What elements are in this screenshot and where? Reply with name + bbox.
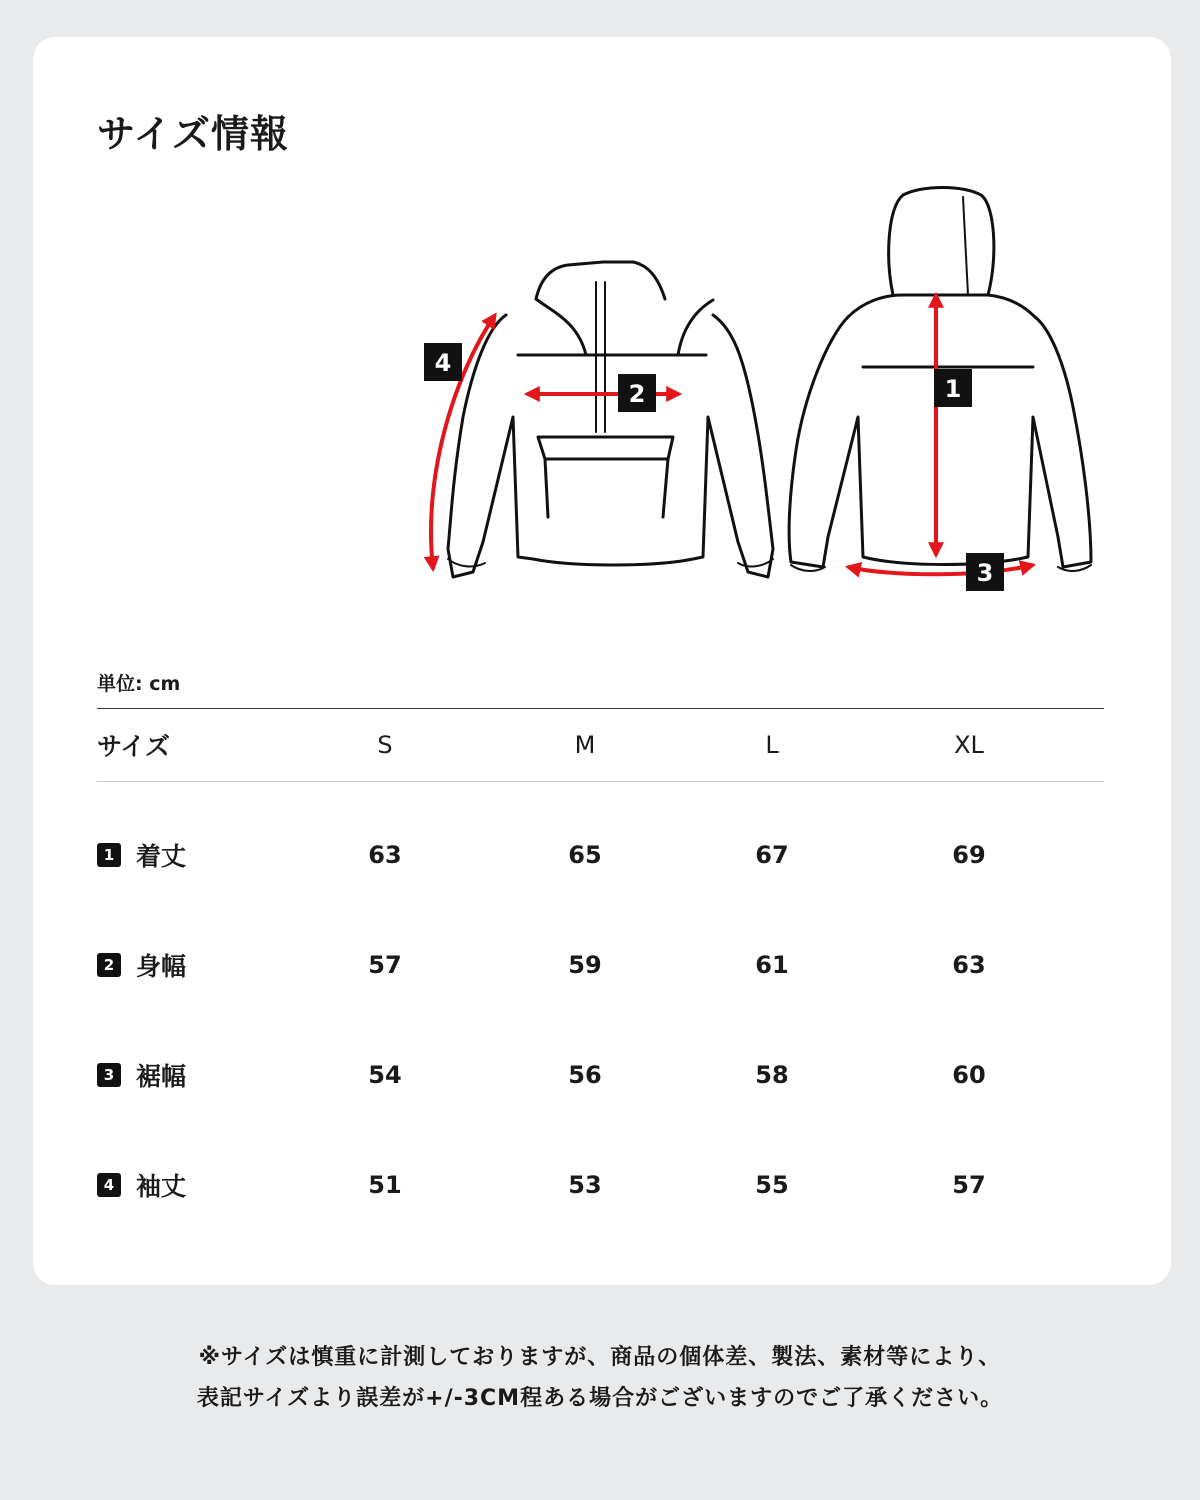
table-body [97, 782, 1104, 1240]
table-row [97, 1130, 1104, 1240]
marker-badges [424, 343, 1004, 591]
table-header-row [97, 708, 1104, 782]
row-number-badge: 1 [97, 843, 121, 867]
table-cell: 59 [568, 951, 602, 979]
table-cell: 57 [368, 951, 402, 979]
header-xl: XL [954, 731, 984, 759]
row-label: 着丈 [136, 842, 187, 871]
table-cell: 53 [568, 1171, 602, 1199]
row-number-badge: 2 [97, 953, 121, 977]
header-s: S [377, 731, 393, 759]
table-row [97, 800, 1104, 910]
header-size: サイズ [97, 732, 171, 761]
table-cell: 63 [368, 841, 402, 869]
header-l: L [765, 731, 779, 759]
hem-width-arrow [848, 565, 1033, 574]
unit-label: 単位: cm [97, 673, 181, 695]
row-label: 袖丈 [136, 1172, 187, 1201]
marker-4-label: 4 [434, 349, 452, 377]
table-row [97, 1020, 1104, 1130]
disclaimer-line-2: 表記サイズより誤差が+/-3CM程ある場合がございますのでご了承ください。 [196, 1386, 1004, 1411]
table-cell: 51 [368, 1171, 402, 1199]
marker-1-label: 1 [944, 375, 962, 403]
table-cell: 58 [755, 1061, 789, 1089]
size-table [97, 708, 1104, 1240]
jacket-illustration [33, 37, 1171, 657]
size-info-card [33, 37, 1171, 1285]
table-cell: 61 [755, 951, 789, 979]
table-cell: 65 [568, 841, 602, 869]
table-cell: 63 [952, 951, 986, 979]
disclaimer-line-1: ※サイズは慎重に計測しておりますが、商品の個体差、製法、素材等により、 [198, 1345, 1002, 1370]
front-jacket-drawing [448, 262, 773, 577]
table-row [97, 910, 1104, 1020]
table-cell: 55 [755, 1171, 789, 1199]
row-label: 身幅 [136, 952, 187, 981]
row-number-badge: 4 [97, 1173, 121, 1197]
table-cell: 56 [568, 1061, 602, 1089]
table-cell: 67 [755, 841, 789, 869]
table-cell: 54 [368, 1061, 402, 1089]
header-m: M [574, 731, 596, 759]
row-label: 裾幅 [136, 1062, 187, 1091]
table-cell: 60 [952, 1061, 986, 1089]
row-number-badge: 3 [97, 1063, 121, 1087]
marker-2-label: 2 [628, 380, 646, 408]
table-cell: 57 [952, 1171, 986, 1199]
table-cell: 69 [952, 841, 986, 869]
marker-3-label: 3 [976, 559, 994, 587]
page-title: サイズ情報 [97, 112, 289, 156]
